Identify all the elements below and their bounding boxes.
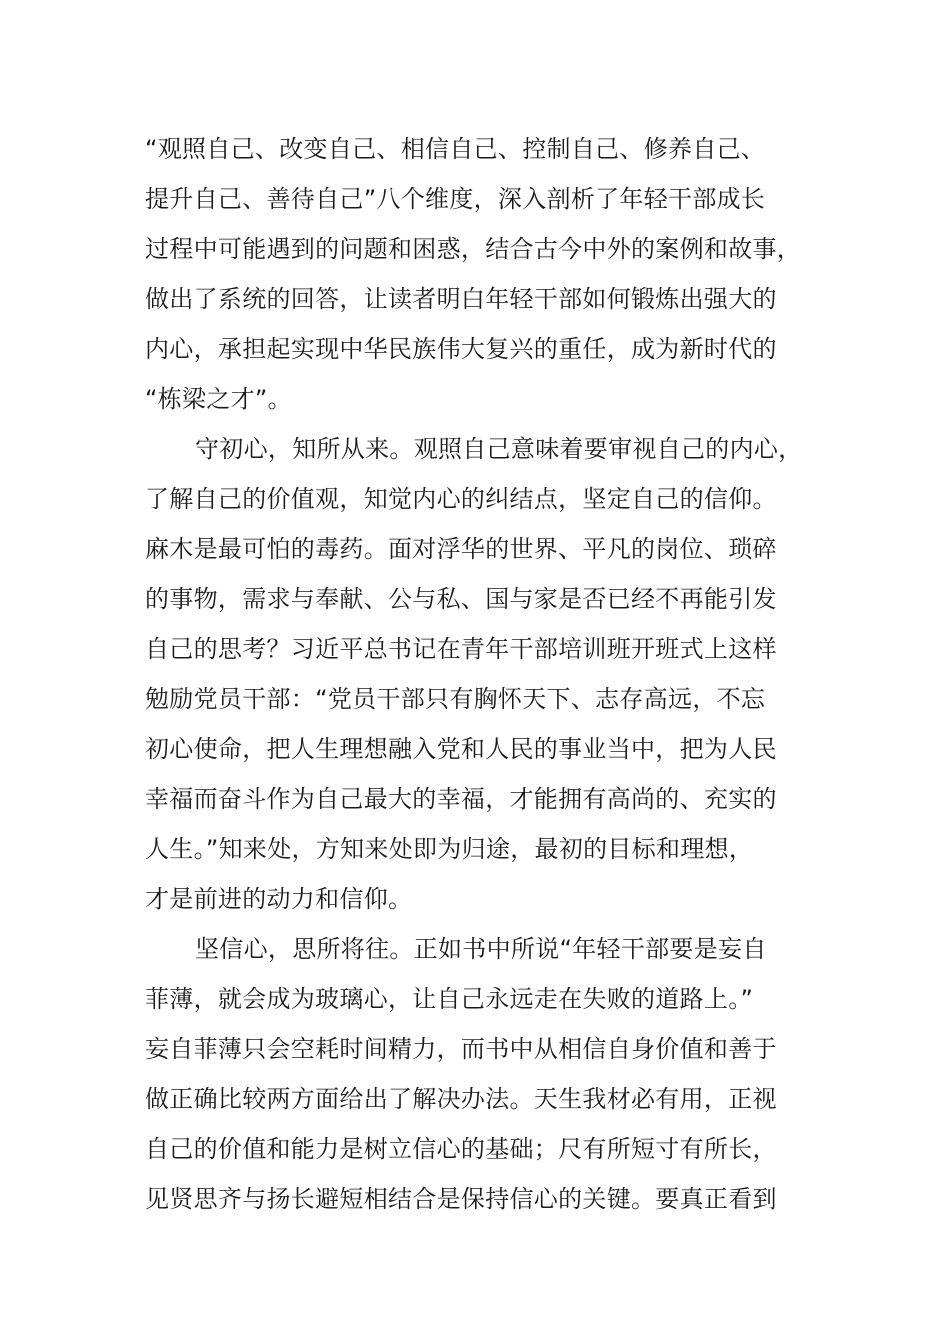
text-line: 初心使命，把人生理想融入党和人民的事业当中，把为人民: [145, 735, 777, 763]
text-line: 提升自己、善待自己”八个维度，深入剖析了年轻干部成长: [145, 185, 766, 213]
text-line: 的事物，需求与奉献、公与私、国与家是否已经不再能引发: [145, 585, 777, 613]
text-line: “栋梁之才”。: [145, 385, 292, 413]
text-line: 才是前进的动力和信仰。: [145, 885, 413, 913]
text-line: 过程中可能遇到的问题和困惑，结合古今中外的案例和故事，: [145, 235, 802, 263]
text-line: 麻木是最可怕的毒药。面对浮华的世界、平凡的岗位、琐碎: [145, 535, 777, 563]
text-line: 自己的思考？习近平总书记在青年干部培训班开班式上这样: [145, 635, 777, 663]
paragraph-start-line: 坚信心，思所将往。正如书中所说“年轻干部要是妄自: [195, 935, 767, 963]
text-line: 见贤思齐与扬长避短相结合是保持信心的关键。要真正看到: [145, 1185, 777, 1213]
text-line: 了解自己的价值观，知觉内心的纠结点，坚定自己的信仰。: [145, 485, 777, 513]
text-line: 勉励党员干部：“党员干部只有胸怀天下、志存高远，不忘: [145, 685, 766, 713]
text-line: 幸福而奋斗作为自己最大的幸福，才能拥有高尚的、充实的: [145, 785, 777, 813]
text-line: 自己的价值和能力是树立信心的基础；尺有所短寸有所长，: [145, 1135, 777, 1163]
text-line: “观照自己、改变自己、相信自己、控制自己、修养自己、: [145, 135, 766, 163]
paragraph-start-line: 守初心，知所从来。观照自己意味着要审视自己的内心，: [195, 435, 803, 463]
text-line: 做出了系统的回答，让读者明白年轻干部如何锻炼出强大的: [145, 285, 777, 313]
text-line: 菲薄，就会成为玻璃心，让自己永远走在失败的道路上。”: [145, 985, 754, 1013]
text-line: 做正确比较两方面给出了解决办法。天生我材必有用，正视: [145, 1085, 777, 1113]
text-line: 人生。”知来处，方知来处即为归途，最初的目标和理想，: [145, 835, 754, 863]
text-line: 内心，承担起实现中华民族伟大复兴的重任，成为新时代的: [145, 335, 777, 363]
body-text: [145, 124, 810, 1224]
text-line: 妄自菲薄只会空耗时间精力，而书中从相信自身价值和善于: [145, 1035, 777, 1063]
